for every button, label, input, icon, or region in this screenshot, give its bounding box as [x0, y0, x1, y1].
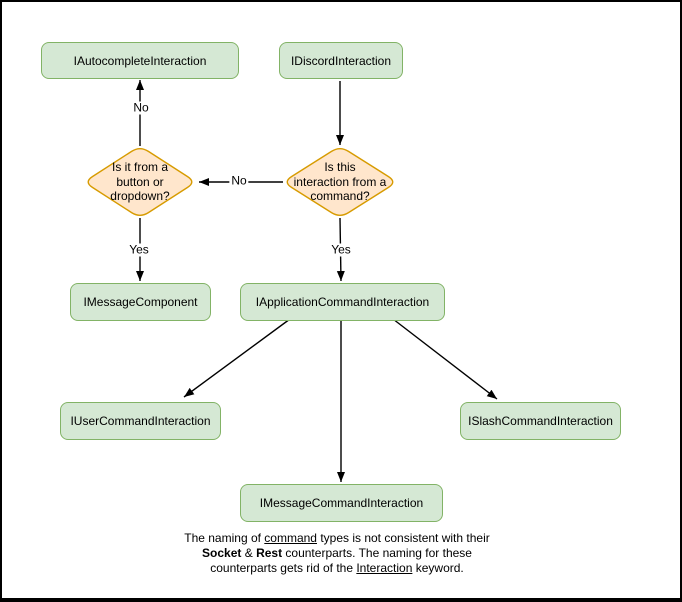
- footnote-segment: types is not consistent with their: [316, 531, 490, 545]
- footnote-segment-bold: Rest: [256, 546, 283, 560]
- footnote-segment: keyword.: [412, 561, 464, 575]
- footnote-segment: The naming of: [184, 531, 265, 545]
- node-label: IAutocompleteInteraction: [73, 53, 207, 68]
- node-discord-interaction: [279, 42, 403, 79]
- decision-line: command?: [310, 189, 370, 203]
- decision-line: interaction from a: [293, 174, 387, 189]
- node-label: IMessageCommandInteraction: [259, 496, 424, 510]
- node-application-command-interaction: [240, 283, 445, 321]
- node-message-component: [70, 283, 211, 321]
- edge-label-yes-left: Yes: [129, 242, 149, 257]
- footnote-segment: &: [241, 546, 257, 560]
- footnote-segment-underlined: Interaction: [356, 561, 413, 575]
- node-label: IUserCommandInteraction: [70, 414, 211, 428]
- node-message-command-interaction: [240, 484, 443, 522]
- decision-from-command-label: [283, 160, 397, 204]
- footnote-segment-bold: Socket: [202, 546, 242, 560]
- decision-line: Is it from a: [111, 160, 168, 174]
- decision-line: Is this: [324, 160, 356, 174]
- node-label: IApplicationCommandInteraction: [255, 295, 430, 309]
- node-label: IDiscordInteraction: [290, 53, 392, 68]
- edge-label-no-up: No: [133, 100, 149, 115]
- edge-label-yes-right: Yes: [331, 242, 351, 257]
- node-slash-command-interaction: [460, 402, 621, 440]
- node-autocomplete-interaction: [41, 42, 239, 79]
- footnote-text: [170, 531, 504, 576]
- decision-line: dropdown?: [110, 189, 170, 203]
- decision-line: button or: [116, 174, 164, 189]
- arrow-applicationcommand-to-slashcommand: [393, 319, 497, 399]
- footnote-segment: counterparts. The naming for these counterparts gets rid of the: [210, 546, 472, 575]
- arrow-applicationcommand-to-usercommand: [184, 319, 290, 397]
- node-user-command-interaction: [60, 402, 221, 440]
- decision-button-dropdown-label: [84, 160, 196, 204]
- node-label: IMessageComponent: [83, 295, 198, 309]
- edge-label-no-left: No: [231, 173, 247, 188]
- footnote-segment-underlined: command: [264, 531, 317, 545]
- node-label: ISlashCommandInteraction: [468, 414, 613, 428]
